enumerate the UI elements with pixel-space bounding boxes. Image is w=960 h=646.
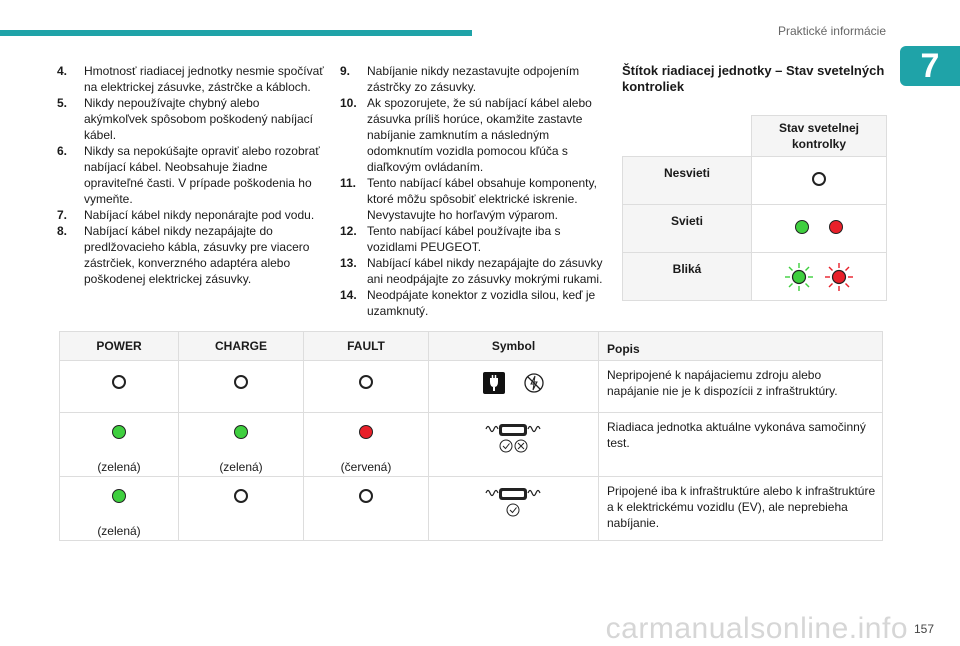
color-caption: (zelená) xyxy=(219,460,263,474)
table-row xyxy=(60,477,883,541)
fault-red-icon xyxy=(359,425,373,439)
control-unit-table xyxy=(59,331,883,541)
safety-list-1 xyxy=(57,63,325,287)
header-charge: CHARGE xyxy=(179,332,304,361)
header-fault: FAULT xyxy=(304,332,429,361)
table-row xyxy=(60,413,883,477)
color-caption: (červená) xyxy=(340,460,392,474)
list-item: 12. Tento nabíjací kábel používajte iba s vozidlami PEUGEOT. xyxy=(340,224,561,254)
table-row xyxy=(60,361,883,413)
charge-green-icon xyxy=(234,425,248,439)
header-title: Praktické informácie xyxy=(777,24,886,38)
list-item: 9. Nabíjanie nikdy nezastavujte odpojením zástrčky zo zásuvky. xyxy=(340,64,580,94)
list-item: 5. Nikdy nepoužívajte chybný alebo akýmkoľvek spôsobom poškodený nabíjací kábel. xyxy=(57,96,313,142)
cable-connected-icon xyxy=(484,485,544,519)
no-power-icon xyxy=(523,372,545,394)
color-caption: (zelená) xyxy=(97,524,141,538)
light-off-icon xyxy=(812,172,826,186)
page-number: 157 xyxy=(913,622,934,636)
list-item: 13. Nabíjací kábel nikdy nezapájajte do zásuvky ani neodpájajte zo zásuvky mokrými rukami. xyxy=(340,256,603,286)
status-lights-section xyxy=(622,63,887,301)
chapter-badge: 7 xyxy=(900,46,960,86)
status-label-off: Nesvieti xyxy=(623,157,752,205)
green-blinking-light-icon xyxy=(784,262,814,292)
green-light-icon xyxy=(795,220,809,234)
list-item: 8. Nabíjací kábel nikdy nezapájajte do predlžovacieho kábla, zásuvky pre viacero zástrčiek, konverzného adaptéra alebo poškodenej elektrickej zásuvky. xyxy=(57,224,310,286)
status-label-blink: Bliká xyxy=(623,253,752,301)
header-description: Popis xyxy=(599,332,883,361)
red-light-icon xyxy=(829,220,843,234)
row-description: Riadiaca jednotka aktuálne vykonáva samočinný test. xyxy=(599,413,883,477)
list-item: 6. Nikdy sa nepokúšajte opraviť alebo rozobrať nabíjací kábel. Neobsahuje žiadne opraviteľné časti. V prípade poškodenia ho vymeňte. xyxy=(57,144,320,206)
power-off-icon xyxy=(112,375,126,389)
status-label-on: Svieti xyxy=(623,205,752,253)
fault-off-icon xyxy=(359,489,373,503)
status-lights-table xyxy=(622,115,887,301)
color-caption: (zelená) xyxy=(97,460,141,474)
list-item: 14. Neodpájate konektor z vozidla silou, keď je uzamknutý. xyxy=(340,288,596,318)
status-header: Stav svetelnej kontrolky xyxy=(752,116,887,157)
power-green-icon xyxy=(112,425,126,439)
charge-off-icon xyxy=(234,489,248,503)
header-accent-bar xyxy=(0,30,472,36)
watermark: carmanualsonline.info xyxy=(605,612,908,645)
row-description: Nepripojené k napájaciemu zdroju alebo napájanie nie je k dispozícii z infraštruktúry. xyxy=(599,361,883,413)
list-item: 10. Ak spozorujete, že sú nabíjací kábel alebo zásuvka príliš horúce, okamžite zastavte nabíjanie zamknutím a následným odomknutím vozidla pomocou kľúča s diaľkovým ovládaním. xyxy=(340,96,592,174)
header-symbol: Symbol xyxy=(429,332,599,361)
red-blinking-light-icon xyxy=(824,262,854,292)
fault-off-icon xyxy=(359,375,373,389)
row-description: Pripojené iba k infraštruktúre alebo k infraštruktúre a k elektrickému vozidlu (EV), ale neprebieha nabíjanie. xyxy=(599,477,883,541)
list-item: 7. Nabíjací kábel nikdy neponárajte pod vodu. xyxy=(57,208,315,222)
charge-off-icon xyxy=(234,375,248,389)
power-green-icon xyxy=(112,489,126,503)
safety-list-2 xyxy=(340,63,608,319)
socket-plug-icon xyxy=(482,371,506,395)
cable-connected-check-icon xyxy=(484,421,544,455)
section-title: Štítok riadiacej jednotky – Stav svetelných kontroliek xyxy=(622,63,885,94)
list-item: 11. Tento nabíjací kábel obsahuje komponenty, ktoré môžu spôsobiť elektrické iskrenie. Nevystavujte ho horľavým výparom. xyxy=(340,176,597,222)
header-power: POWER xyxy=(60,332,179,361)
list-item: 4. Hmotnosť riadiacej jednotky nesmie spočívať na elektrickej zásuvke, zástrčke a kábloch. xyxy=(57,64,324,94)
